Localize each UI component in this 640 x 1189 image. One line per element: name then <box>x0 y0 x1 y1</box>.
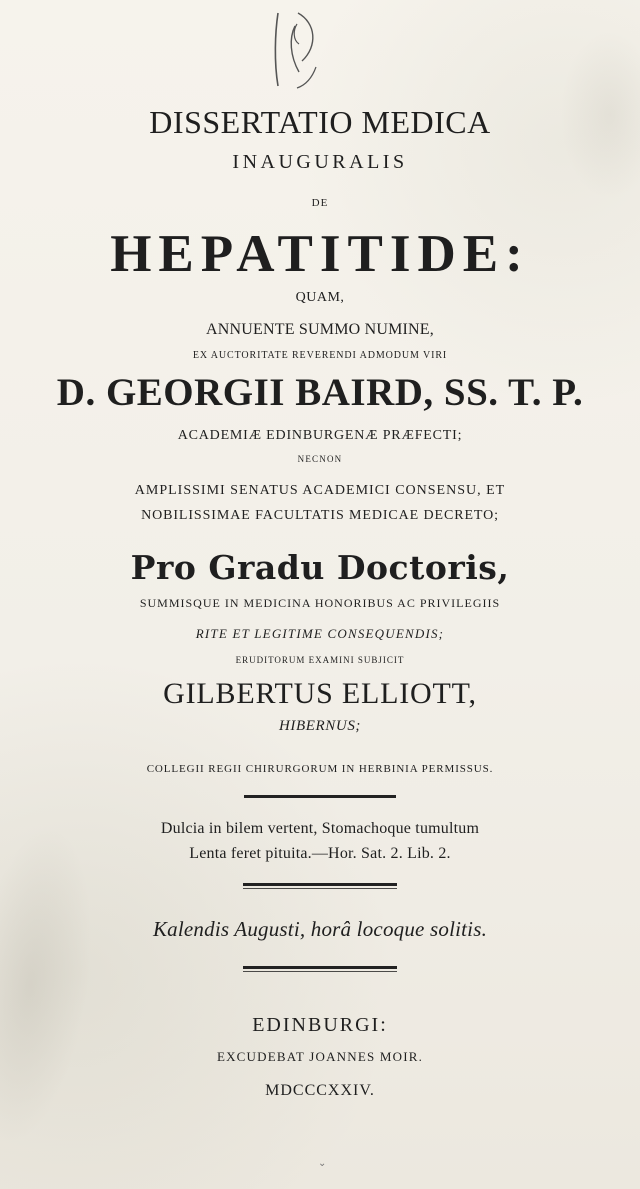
academiae-line: ACADEMIÆ EDINBURGENÆ PRÆFECTI; <box>177 428 463 443</box>
main-subject-title: HEPATITIDE: <box>110 225 530 283</box>
quote-line-2: Lenta feret pituita.—Hor. Sat. 2. Lib. 2. <box>189 845 451 862</box>
lower-divider-thin <box>243 971 397 972</box>
manuscript-mark-icon <box>262 6 334 92</box>
summisque-line: SUMMISQUE IN MEDICINA HONORIBUS AC PRIVILEGIIS <box>139 596 501 610</box>
place-line: EDINBURGI: <box>252 1014 388 1036</box>
top-divider <box>244 795 396 798</box>
middle-divider <box>243 883 397 886</box>
facultatis-line: NOBILISSIMAE FACULTATIS MEDICAE DECRETO; <box>141 508 499 523</box>
examini-line: ERUDITORUM EXAMINI SUBJICIT <box>235 655 405 665</box>
senatus-line: AMPLISSIMI SENATUS ACADEMICI CONSENSU, ET <box>134 483 506 498</box>
year-line: MDCCCXXIV. <box>265 1082 375 1099</box>
quam-line: QUAM, <box>295 290 345 305</box>
tiny-mark-icon: ⌄ <box>318 1158 327 1169</box>
hibernus-line: HIBERNUS; <box>278 718 362 734</box>
paper-stain-left <box>0 813 112 1156</box>
necnon-line: NECNON <box>297 454 343 464</box>
de-line: DE <box>311 197 329 209</box>
quote-line-1: Dulcia in bilem vertent, Stomachoque tumultum <box>160 820 480 837</box>
lower-divider <box>243 966 397 969</box>
degree-line: Pro Gradu Doctoris, <box>130 548 510 587</box>
printer-line: EXCUDEBAT JOANNES MOIR. <box>216 1049 424 1064</box>
inauguralis-line: INAUGURALIS <box>232 151 408 173</box>
rite-line: RITE ET LEGITIME CONSEQUENDIS; <box>195 626 445 641</box>
annuente-line: ANNUENTE SUMMO NUMINE, <box>206 321 434 338</box>
person-name-line: D. GEORGII BAIRD, SS. T. P. <box>56 371 584 414</box>
college-line: COLLEGII REGII CHIRURGORUM IN HERBINIA PERMISSUS. <box>146 763 494 775</box>
dissertation-title: DISSERTATIO MEDICA <box>149 104 491 140</box>
middle-divider-thin <box>243 888 397 889</box>
authority-line: EX AUCTORITATE REVERENDI ADMODUM VIRI <box>192 350 448 361</box>
date-line: Kalendis Augusti, horâ locoque solitis. <box>152 917 488 941</box>
author-name-line: GILBERTUS ELLIOTT, <box>163 677 477 710</box>
